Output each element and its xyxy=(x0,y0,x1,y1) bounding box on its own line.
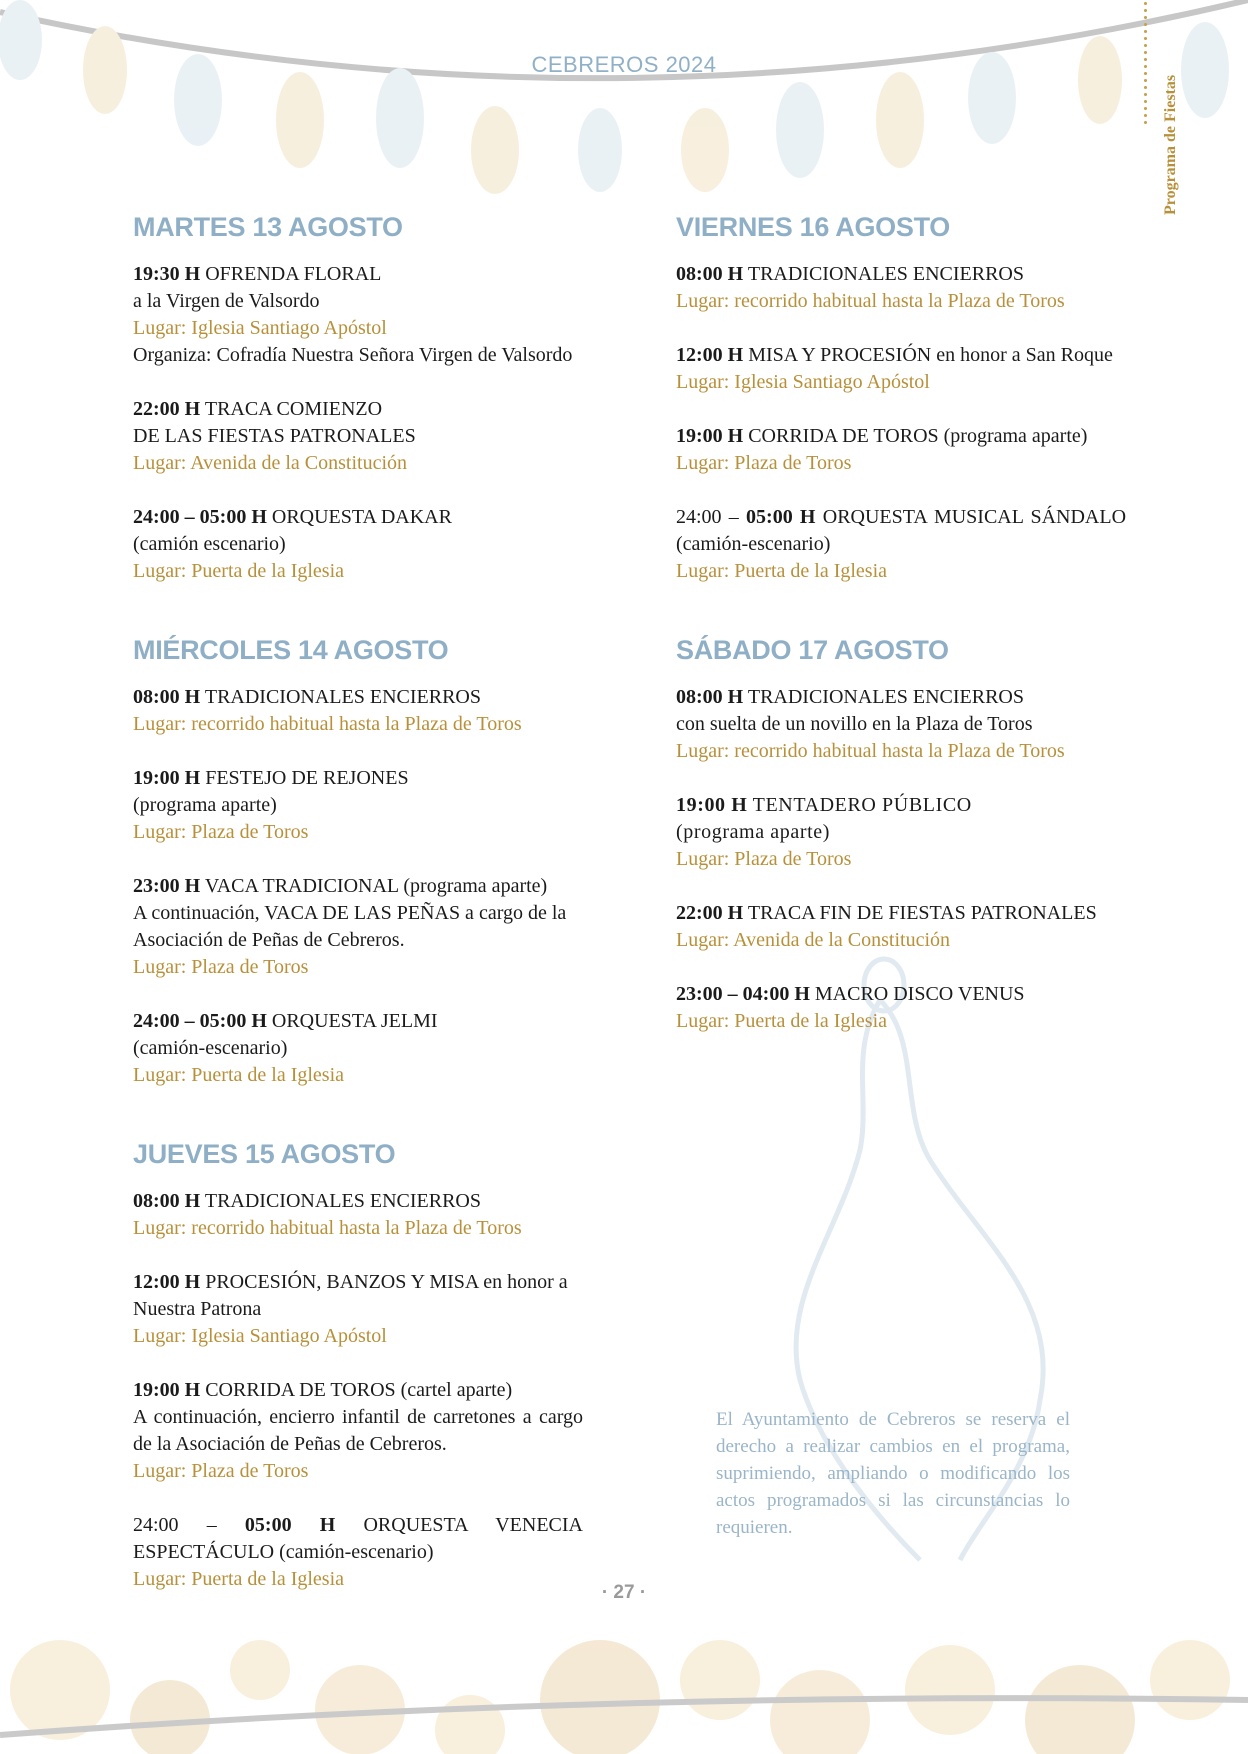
event xyxy=(676,504,1126,585)
day-title: VIERNES 16 AGOSTO xyxy=(676,212,950,242)
page-header-title: CEBREROS 2024 xyxy=(531,52,717,77)
event-place: Lugar: Puerta de la Iglesia xyxy=(676,560,888,582)
event xyxy=(676,684,1126,765)
event-detail: (programa aparte) xyxy=(676,821,830,843)
event-time: 19:00 H xyxy=(676,794,748,816)
event-place: Lugar: recorrido habitual hasta la Plaza de Toros xyxy=(133,713,522,735)
event-title: TRADICIONALES ENCIERROS xyxy=(204,686,481,708)
event-time: 19:00 H xyxy=(676,425,744,447)
event xyxy=(133,396,583,477)
event-detail: DE LAS FIESTAS PATRONALES xyxy=(133,425,416,447)
event-detail: a la Virgen de Valsordo xyxy=(133,290,320,312)
event xyxy=(133,1512,583,1593)
event xyxy=(676,423,1126,477)
day-viernes xyxy=(676,212,1126,585)
event-detail: A continuación, encierro infantil de carretones a cargo de la Asociación de Peñas de Cebreros. xyxy=(133,1406,583,1455)
event-place: Lugar: Plaza de Toros xyxy=(133,821,309,843)
event-time-start: 24:00 – xyxy=(133,1514,245,1536)
event xyxy=(133,1377,583,1485)
left-column xyxy=(133,212,583,1643)
event-detail: con suelta de un novillo en la Plaza de Toros xyxy=(676,713,1033,735)
event xyxy=(133,1008,583,1089)
event-time: 24:00 – 05:00 H xyxy=(133,1010,267,1032)
side-label: Programa de Fiestas xyxy=(1162,74,1179,215)
event-place: Lugar: Plaza de Toros xyxy=(676,452,852,474)
event-title: ORQUESTA VENECIA ESPECTÁCULO (camión-escenario) xyxy=(133,1514,584,1563)
event xyxy=(133,765,583,846)
event-title: PROCESIÓN, BANZOS Y MISA en honor a Nuestra Patrona xyxy=(133,1271,568,1320)
event-time: 12:00 H xyxy=(133,1271,201,1293)
day-title: SÁBADO 17 AGOSTO xyxy=(676,635,949,665)
event-time: 19:00 H xyxy=(133,1379,201,1401)
disclaimer-note: El Ayuntamiento de Cebreros se reserva el derecho a realizar cambios en el programa, suprimiendo, ampliando o modificando los actos programados si las circunstancias lo requieren. xyxy=(716,1409,1070,1538)
string-lights-decoration xyxy=(0,0,1248,194)
event-organizer: Organiza: Cofradía Nuestra Señora Virgen de Valsordo xyxy=(133,344,573,366)
event-place: Lugar: Plaza de Toros xyxy=(133,1460,309,1482)
event-title: ORQUESTA MUSICAL SÁNDALO (camión-escenario) xyxy=(676,506,1127,555)
event-place: Lugar: Avenida de la Constitución xyxy=(676,929,951,951)
side-dotted-line xyxy=(1144,0,1147,125)
event xyxy=(133,1188,583,1242)
event-title: TRACA COMIENZO xyxy=(204,398,383,420)
event xyxy=(133,873,583,981)
event-place: Lugar: Avenida de la Constitución xyxy=(133,452,408,474)
event-time: 19:00 H xyxy=(133,767,201,789)
day-sabado xyxy=(676,635,1126,1035)
event-place: Lugar: Puerta de la Iglesia xyxy=(133,560,345,582)
day-miercoles xyxy=(133,635,583,1089)
event-detail: (camión escenario) xyxy=(133,533,286,555)
event xyxy=(133,1269,583,1350)
event xyxy=(676,900,1126,954)
event-time: 23:00 – 04:00 H xyxy=(676,983,810,1005)
event-title: CORRIDA DE TOROS (cartel aparte) xyxy=(205,1379,513,1401)
event-time: 05:00 H xyxy=(746,506,816,528)
event-time: 08:00 H xyxy=(133,1190,201,1212)
day-title: MIÉRCOLES 14 AGOSTO xyxy=(133,635,449,665)
event-time: 05:00 H xyxy=(244,1514,336,1536)
event-place: Lugar: Iglesia Santiago Apóstol xyxy=(676,371,930,393)
event-title: TRADICIONALES ENCIERROS xyxy=(204,1190,481,1212)
event-detail: (programa aparte) xyxy=(133,794,277,816)
event-title: FESTEJO DE REJONES xyxy=(205,767,409,789)
event-time: 08:00 H xyxy=(133,686,201,708)
event-title: TRADICIONALES ENCIERROS xyxy=(747,263,1024,285)
event-time: 08:00 H xyxy=(676,686,744,708)
event-place: Lugar: recorrido habitual hasta la Plaza de Toros xyxy=(133,1217,522,1239)
event xyxy=(676,792,1126,873)
event-place: Lugar: Iglesia Santiago Apóstol xyxy=(133,1325,387,1347)
event xyxy=(676,342,1126,396)
event-place: Lugar: Iglesia Santiago Apóstol xyxy=(133,317,387,339)
day-martes xyxy=(133,212,583,585)
event-title: TENTADERO PÚBLICO xyxy=(752,794,972,816)
event-time: 19:30 H xyxy=(133,263,201,285)
event xyxy=(676,261,1126,315)
event-place: Lugar: recorrido habitual hasta la Plaza de Toros xyxy=(676,740,1065,762)
event-time: 12:00 H xyxy=(676,344,744,366)
day-title: MARTES 13 AGOSTO xyxy=(133,212,403,242)
event-place: Lugar: Puerta de la Iglesia xyxy=(133,1064,345,1086)
event-place: Lugar: Plaza de Toros xyxy=(676,848,852,870)
event-title: TRACA FIN DE FIESTAS PATRONALES xyxy=(747,902,1097,924)
page-number: · 27 · xyxy=(601,1582,647,1603)
event-place: Lugar: Plaza de Toros xyxy=(133,956,309,978)
event-time: 23:00 H xyxy=(133,875,201,897)
event-time: 22:00 H xyxy=(676,902,744,924)
right-column xyxy=(676,212,1126,1085)
bokeh-bottom-decoration xyxy=(0,1640,1248,1754)
event-title: ORQUESTA JELMI xyxy=(271,1010,438,1032)
event-title: MACRO DISCO VENUS xyxy=(814,983,1025,1005)
day-title: JUEVES 15 AGOSTO xyxy=(133,1139,396,1169)
event-detail: A continuación, VACA DE LAS PEÑAS a cargo de la Asociación de Peñas de Cebreros. xyxy=(133,902,567,951)
event-time-start: 24:00 – xyxy=(676,506,747,528)
event-title: VACA TRADICIONAL (programa aparte) xyxy=(204,875,548,897)
event-time: 22:00 H xyxy=(133,398,201,420)
event-place: Lugar: Puerta de la Iglesia xyxy=(133,1568,345,1590)
event xyxy=(676,981,1126,1035)
day-jueves xyxy=(133,1139,583,1593)
event xyxy=(133,684,583,738)
event-title: ORQUESTA DAKAR xyxy=(271,506,452,528)
event-title: CORRIDA DE TOROS (programa aparte) xyxy=(748,425,1088,447)
event-time: 24:00 – 05:00 H xyxy=(133,506,267,528)
event-time: 08:00 H xyxy=(676,263,744,285)
event-title: MISA Y PROCESIÓN en honor a San Roque xyxy=(748,344,1113,366)
event-title: OFRENDA FLORAL xyxy=(205,263,382,285)
event xyxy=(133,261,583,369)
event xyxy=(133,504,583,585)
event-place: Lugar: Puerta de la Iglesia xyxy=(676,1010,888,1032)
event-title: TRADICIONALES ENCIERROS xyxy=(747,686,1024,708)
event-detail: (camión-escenario) xyxy=(133,1037,288,1059)
event-place: Lugar: recorrido habitual hasta la Plaza de Toros xyxy=(676,290,1065,312)
